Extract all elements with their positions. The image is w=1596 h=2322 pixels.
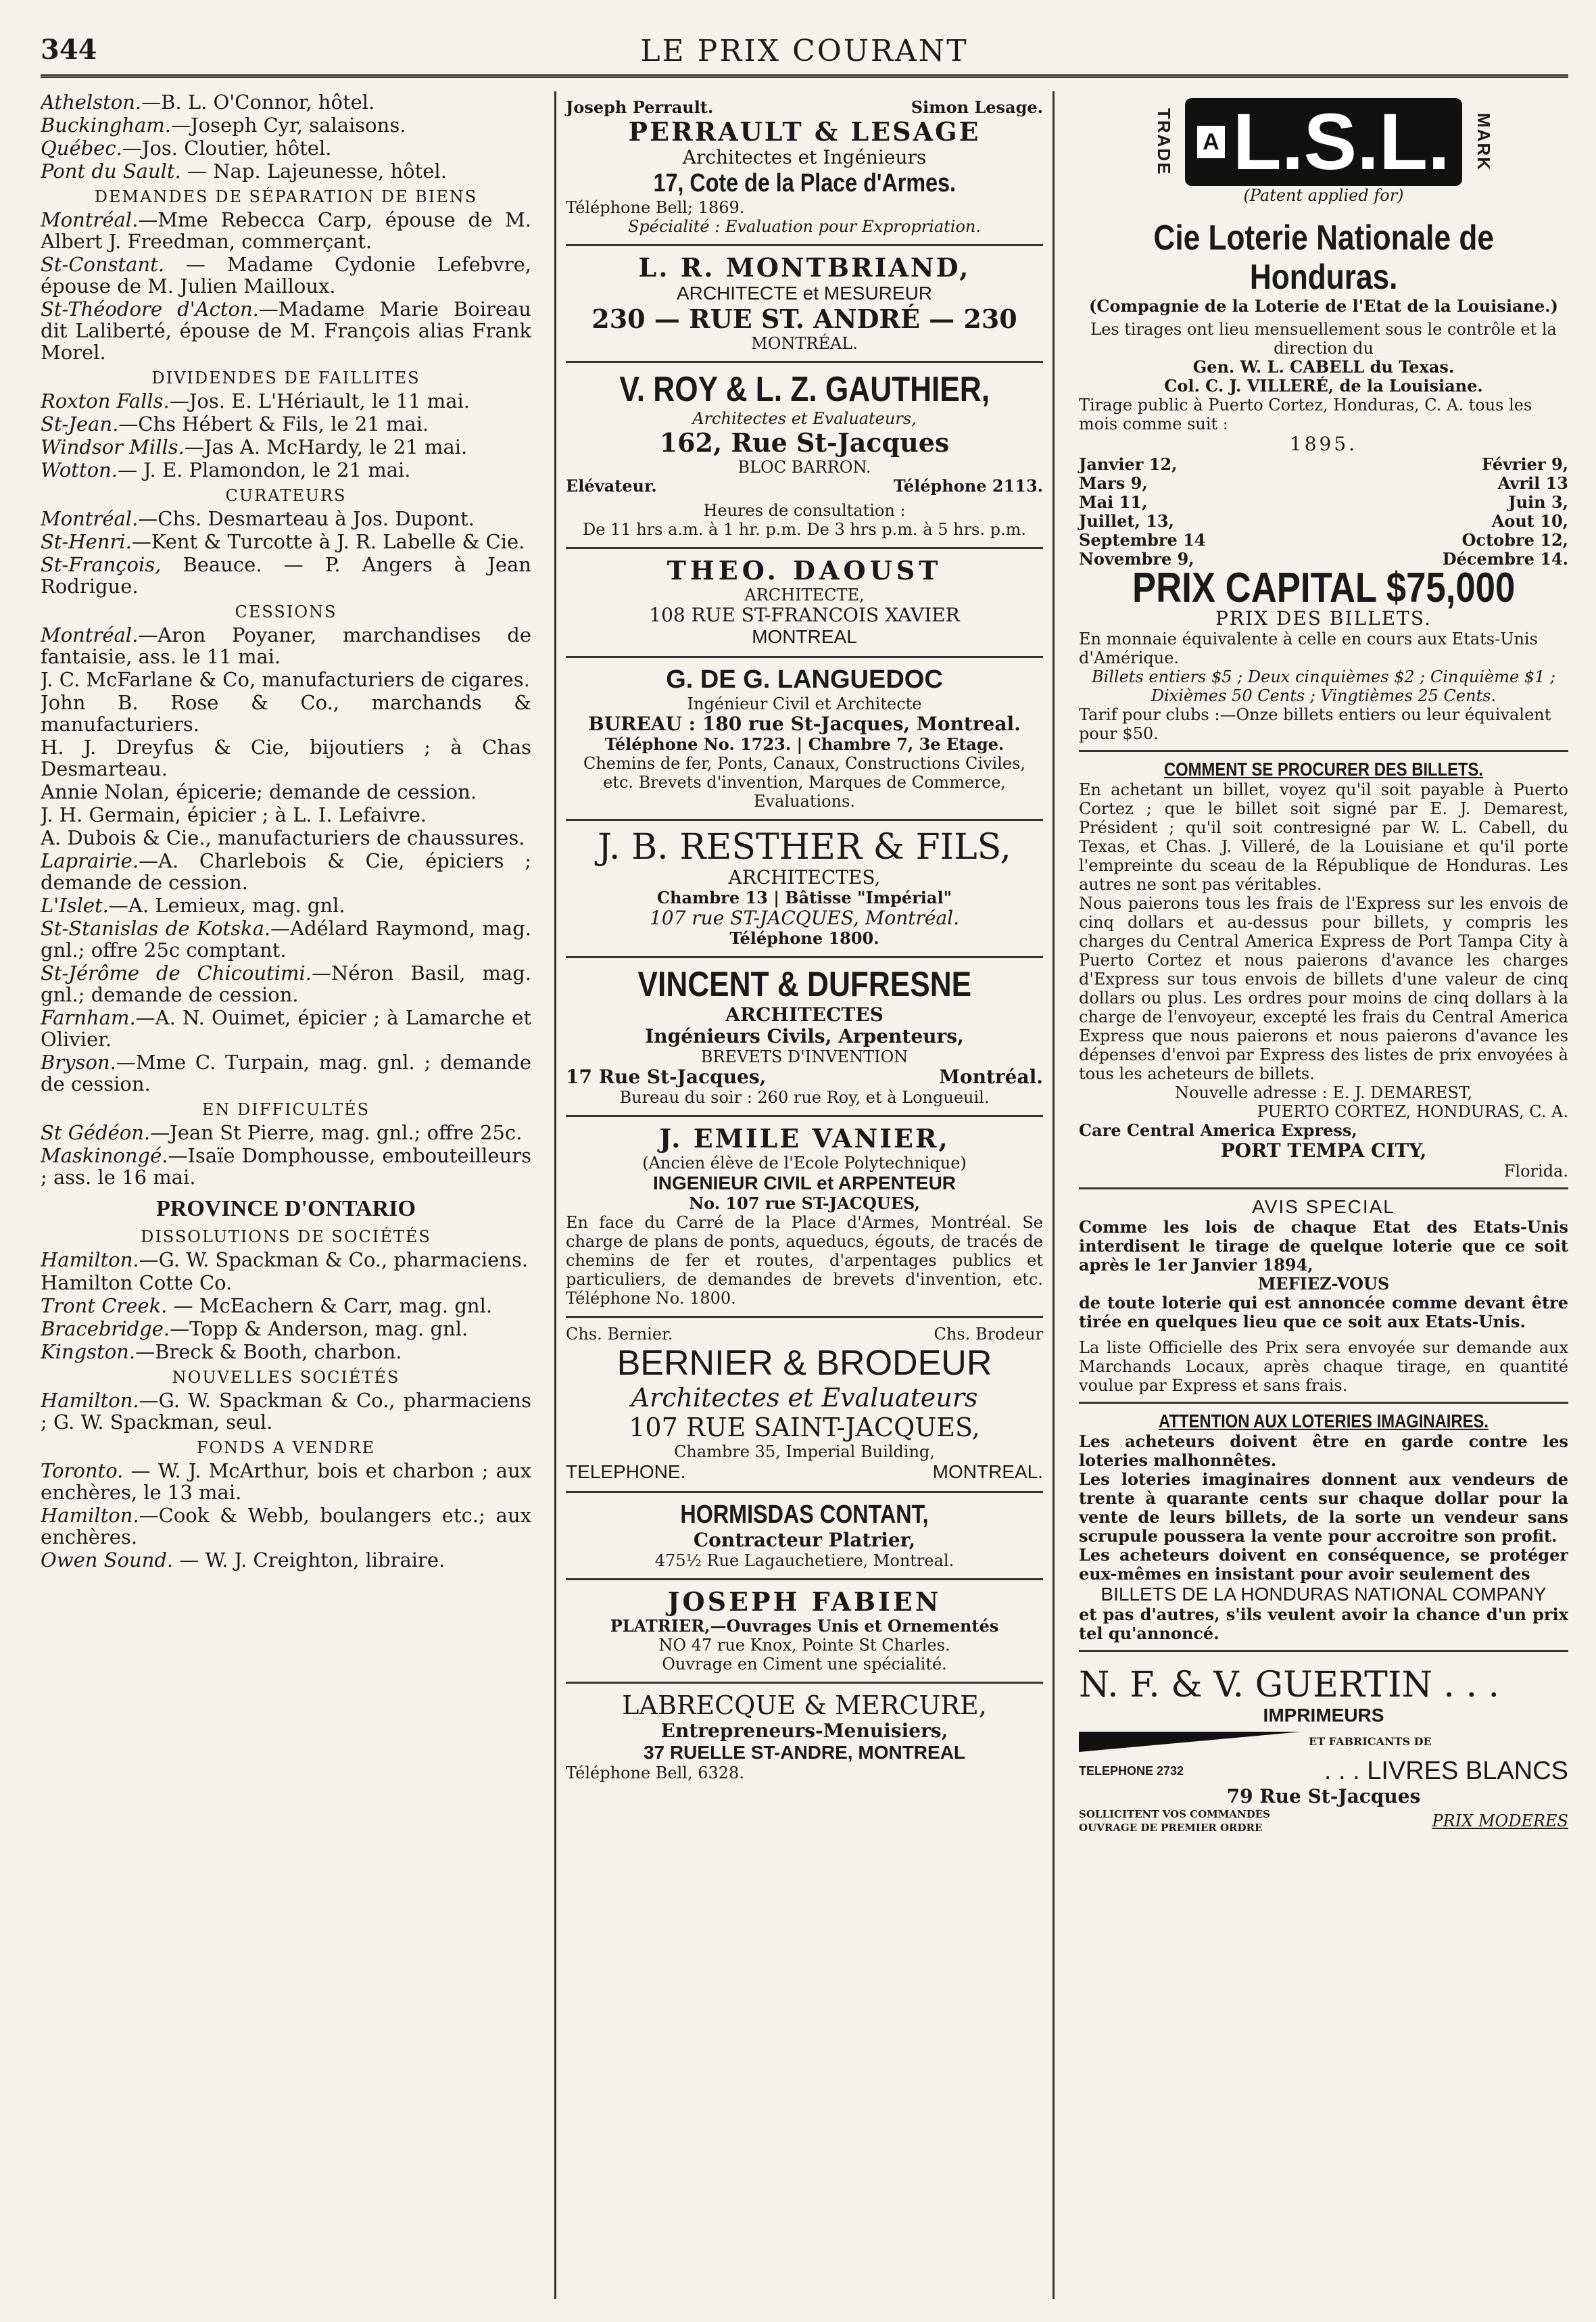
guertin-role: IMPRIMEURS: [1263, 1705, 1384, 1726]
notice-text: —Isaïe Domphousse, embouteilleurs ; ass. le 16 mai.: [41, 1144, 531, 1189]
lottery-general: Gen. W. L. CABELL du Texas.: [1192, 357, 1455, 377]
notice-place: Hamilton.: [41, 1248, 139, 1271]
ad-desc: En face du Carré de la Place d'Armes, Montréal. Se charge de plans de ponts, aqueducs, égouts, de tracés de chemins de fer et routes, d'arpentages publics et particuliers, de demandes de brevets d'invention, etc. Téléphone No. 1800.: [566, 1213, 1043, 1308]
notice-text: —A. Lemieux, mag. gnl.: [108, 894, 345, 917]
notice-place: St-Henri.: [41, 530, 132, 553]
notice-entry: [41, 254, 531, 297]
ad-phone: Téléphone 1800.: [729, 928, 879, 948]
notice-place: Montréal.: [41, 623, 139, 646]
ad-address: 230 — RUE ST. ANDRÉ — 230: [591, 304, 1017, 334]
ad-role: ARCHITECTES,: [728, 866, 881, 888]
attention-big: BILLETS DE LA HONDURAS NATIONAL COMPANY: [1101, 1584, 1547, 1605]
notice-text: John B. Rose & Co., marchands & manufacturiers.: [41, 691, 531, 736]
draw-date: Juillet, 13,: [1079, 511, 1174, 531]
notice-text: — Nap. Lajeunesse, hôtel.: [180, 160, 447, 183]
ad-firm: L. R. MONTBRIAND,: [638, 252, 971, 283]
notice-entry: [41, 1460, 531, 1503]
ad-phone: Téléphone Bell, 6328.: [566, 1763, 744, 1782]
ad-hours-heading: Heures de consultation :: [703, 501, 906, 520]
lottery-monnaie: En monnaie équivalente à celle en cours aux Etats-Unis d'Amérique.: [1079, 630, 1538, 667]
section-heading: DIVIDENDES DE FAILLITES: [151, 369, 420, 387]
column-architects-ads: [554, 91, 1055, 2299]
draw-date: Mars 9,: [1079, 473, 1148, 493]
section-heading: DEMANDES DE SÉPARATION DE BIENS: [94, 187, 478, 206]
attention-p3a: Les acheteurs doivent en conséquence, se protéger eux-mêmes en insistant pour avoir seulement des: [1079, 1545, 1568, 1584]
ad-phone: Téléphone Bell; 1869.: [566, 198, 745, 217]
section-heading: EN DIFFICULTÉS: [201, 1100, 370, 1119]
notice-place: Bracebridge.: [41, 1317, 170, 1340]
lottery-subtitle: (Compagnie de la Loterie de l'Etat de la Louisiane.): [1089, 296, 1558, 316]
ad-vanier: [566, 1117, 1043, 1318]
procurer-billets: [1079, 752, 1568, 1189]
procurer-p1: En achetant un billet, voyez qu'il soit payable à Puerto Cortez ; que le billet soit signé par E. J. Demarest, Président ; qu'il soit contresigné par W. L. Cabell, du Texas, et Chas. J. Villeré, de la Louisiane et qu'il porte l'empreinte du sceau de la République de Honduras. Les autres ne sont pas véritables.: [1079, 780, 1568, 894]
ad-role: PLATRIER,—Ouvrages Unis et Ornementés: [610, 1616, 999, 1636]
newspaper-page: [41, 27, 1568, 2299]
lsl-logo: [1185, 98, 1462, 186]
avis-p3: La liste Officielle des Prix sera envoyée sur demande aux Marchands Locaux, après chaque tirage, en quantité voulue par Express et sans frais.: [1079, 1338, 1568, 1395]
guertin-livres: . . . LIVRES BLANCS: [1324, 1757, 1568, 1785]
draw-date: Décembre 14.: [1442, 549, 1568, 569]
notice-text: —Néron Basil, mag. gnl.; demande de cession.: [41, 962, 531, 1006]
notice-entry: [41, 1341, 531, 1363]
notice-text: J. H. Germain, épicier ; à L. I. Lefaivre.: [41, 803, 427, 826]
notice-text: —Aron Poyaner, marchandises de fantaisie, ass. le 11 mai.: [41, 623, 531, 668]
procurer-title: COMMENT SE PROCURER DES BILLETS.: [1163, 759, 1484, 780]
notice-entry: [41, 298, 531, 363]
draw-date: Mai 11,: [1079, 492, 1148, 512]
notice-place: Wotton.: [41, 458, 118, 481]
lottery-year: 1895.: [1289, 433, 1358, 455]
notice-text: —B. L. O'Connor, hôtel.: [141, 91, 375, 114]
ad-name-right: Simon Lesage.: [911, 97, 1043, 117]
ad-vincent-dufresne: [566, 958, 1043, 1117]
ad-city: Montréal.: [938, 1066, 1043, 1088]
draw-date: Avril 13: [1497, 473, 1568, 493]
notice-place: St-Jean.: [41, 412, 119, 435]
trade-label: TRADE: [1154, 108, 1175, 176]
procurer-adresse: Nouvelle adresse : E. J. DEMAREST,: [1175, 1083, 1472, 1102]
notice-text: —Mme C. Turpain, mag. gnl. ; demande de cession.: [41, 1051, 531, 1095]
ad-address: 107 RUE SAINT-JACQUES,: [629, 1413, 980, 1442]
draw-date-row: [1079, 493, 1568, 512]
notice-entry: [41, 91, 531, 113]
notice-place: St-Stanislas de Kotska.: [41, 917, 271, 940]
ad-city: MONTREAL.: [932, 1461, 1043, 1482]
lottery-colonel: Col. C. J. VILLERÉ, de la Louisiane.: [1164, 376, 1483, 396]
lottery-tarif: Tarif pour clubs :—Onze billets entiers ou leur équivalent pour $50.: [1079, 705, 1551, 743]
ad-firm: V. ROY & L. Z. GAUTHIER,: [619, 370, 990, 409]
lottery-title: Cie Loterie Nationale de Honduras.: [1153, 218, 1494, 297]
notice-place: Farnham.: [41, 1006, 136, 1029]
notice-entry: [41, 1145, 531, 1188]
ad-desc: Chemins de fer, Ponts, Canaux, Constructions Civiles, etc. Brevets d'invention, Marques de Commerce, Evaluations.: [583, 754, 1026, 811]
notice-place: St Gédéon.: [41, 1121, 151, 1144]
notice-text: —G. W. Spackman & Co., pharmaciens ; G. W. Spackman, seul.: [41, 1389, 531, 1434]
section-heading: PROVINCE D'ONTARIO: [156, 1196, 416, 1221]
ad-address: 37 RUELLE ST-ANDRE, MONTREAL: [643, 1742, 966, 1763]
attention-p1: Les acheteurs doivent être en garde contre les loteries malhonnêtes.: [1079, 1431, 1568, 1470]
page-number: 344: [41, 34, 97, 66]
ad-role: Architectes et Evaluateurs,: [692, 409, 917, 428]
notice-place: St-Théodore d'Acton.: [41, 298, 259, 321]
draw-date-row: [1079, 512, 1568, 531]
avis-title: AVIS SPECIAL: [1252, 1196, 1395, 1217]
notice-text: —Chs Hébert & Fils, le 21 mai.: [118, 412, 429, 435]
notice-place: St-Constant.: [41, 253, 165, 276]
notice-place: Québec.: [41, 137, 122, 160]
notice-entry: [41, 669, 531, 690]
notice-place: Hamilton.: [41, 1389, 139, 1412]
notice-text: —Breck & Booth, charbon.: [135, 1340, 402, 1363]
ad-firm: HORMISDAS CONTANT,: [680, 1500, 929, 1529]
notice-text: —Madame Marie Boireau dit Laliberté, épouse de M. François alias Frank Morel.: [41, 298, 531, 364]
lsl-logo-text: L.S.L.: [1232, 97, 1450, 187]
notice-text: A. Dubois & Cie., manufacturiers de chaussures.: [41, 826, 525, 849]
section-heading: CURATEURS: [225, 486, 347, 505]
avis-p1: Comme les lois de chaque Etat des Etats-Unis interdisent le tirage de quelque loterie que ce soit après le 1er Janvier 1894,: [1079, 1217, 1568, 1275]
ad-role: Contracteur Platrier,: [693, 1529, 916, 1551]
guertin-sollicitent: SOLLICITENT VOS COMMANDES: [1079, 1808, 1270, 1820]
draw-date: Aout 10,: [1491, 511, 1568, 531]
avis-special: [1079, 1189, 1568, 1404]
notice-entry: [41, 209, 531, 252]
guertin-print-row: [1079, 1732, 1568, 1752]
ad-chambre: Chambre 13 | Bâtisse "Impérial": [656, 888, 952, 907]
notice-text: —Cook & Webb, boulangers etc.; aux enchères.: [41, 1504, 531, 1548]
lottery-announcement: [1079, 212, 1568, 752]
notice-entry: [41, 1051, 531, 1095]
lsl-logo-a: A: [1197, 126, 1225, 158]
notice-entry: [41, 624, 531, 667]
ad-role: Ingénieur Civil et Architecte: [687, 694, 922, 713]
notice-entry: [41, 1549, 531, 1571]
notice-entry: [41, 1295, 531, 1317]
notice-entry: [41, 160, 531, 182]
notice-text: —Kent & Turcotte à J. R. Labelle & Cie.: [131, 530, 525, 553]
notice-entry: [41, 1504, 531, 1548]
ad-specialty: Spécialité : Evaluation pour Expropriation.: [627, 217, 982, 236]
ad-guertin: [1079, 1652, 1568, 1841]
ad-address: 108 RUE ST-FRANCOIS XAVIER: [649, 604, 960, 626]
notice-place: St-Jérôme de Chicoutimi.: [41, 962, 312, 985]
guertin-tel: TELEPHONE 2732: [1079, 1764, 1184, 1778]
procurer-care: Care Central America Express,: [1079, 1120, 1357, 1140]
ad-elevator: Elévateur.: [566, 476, 657, 496]
notice-place: Kingston.: [41, 1340, 136, 1363]
notice-text: —Jos. Cloutier, hôtel.: [122, 137, 332, 160]
procurer-florida: Florida.: [1503, 1162, 1568, 1181]
guertin-footer-row: [1079, 1807, 1568, 1834]
notice-text: — J. E. Plamondon, le 21 mai.: [117, 458, 411, 481]
ad-daoust: [566, 549, 1043, 658]
ad-phone: Téléphone 2113.: [893, 476, 1043, 496]
notice-entry: [41, 1390, 531, 1433]
ad-address: 17 Rue St-Jacques,: [566, 1066, 767, 1088]
wedge-graphic: [1079, 1732, 1302, 1752]
notice-text: Beauce. — P. Angers à Jean Rodrigue.: [41, 553, 531, 598]
ad-brevets: BREVETS D'INVENTION: [700, 1047, 909, 1066]
ad-address: 162, Rue St-Jacques: [659, 427, 950, 458]
ad-city: MONTREAL: [752, 626, 857, 647]
notice-entry: [41, 1122, 531, 1143]
notice-entry: [41, 137, 531, 159]
notice-text: —G. W. Spackman & Co., pharmaciens.: [139, 1248, 529, 1271]
draw-date-row: [1079, 531, 1568, 550]
attention-title: ATTENTION AUX LOTERIES IMAGINAIRES.: [1159, 1411, 1489, 1431]
section-heading: DISSOLUTIONS DE SOCIÉTÉS: [141, 1227, 431, 1246]
lsl-trademark: [1079, 91, 1568, 212]
draw-date: Septembre 14: [1079, 530, 1206, 550]
ad-role: Architectes et Ingénieurs: [682, 146, 927, 168]
ad-address: NO 47 rue Knox, Pointe St Charles.: [658, 1636, 950, 1655]
ad-role: ARCHITECTE,: [744, 586, 865, 605]
ad-languedoc: [566, 658, 1043, 821]
ad-phone-label: TELEPHONE.: [566, 1461, 686, 1482]
mark-label: MARK: [1473, 113, 1494, 171]
notice-place: Pont du Sault.: [41, 160, 181, 183]
notice-entry: [41, 850, 531, 893]
notice-text: — W. J. Creighton, libraire.: [173, 1548, 445, 1571]
ad-address: 107 rue ST-JACQUES, Montréal.: [649, 907, 960, 929]
notice-place: Tront Creek.: [41, 1294, 168, 1317]
notice-entry: [41, 1318, 531, 1340]
ad-chambre: Chambre 35, Imperial Building,: [674, 1442, 935, 1461]
ad-role: ARCHITECTE et MESUREUR: [676, 283, 933, 304]
ad-phone: Téléphone No. 1723. | Chambre 7, 3e Etage.: [604, 734, 1005, 754]
draw-date: Novembre 9,: [1079, 549, 1194, 569]
lottery-prix-heading: PRIX DES BILLETS.: [1215, 607, 1432, 630]
draw-date: Février 9,: [1481, 454, 1568, 474]
ad-hours: De 11 hrs a.m. à 1 hr. p.m. De 3 hrs p.m. à 5 hrs. p.m.: [582, 520, 1027, 539]
notice-place: Athelston.: [41, 91, 142, 114]
lottery-capital: PRIX CAPITAL $75,000: [1132, 565, 1516, 611]
notice-place: Maskinongé.: [41, 1144, 168, 1167]
notice-entry: [41, 692, 531, 735]
notice-text: —Adélard Raymond, mag. gnl.; offre 25c comptant.: [41, 917, 531, 962]
notice-entry: [41, 781, 531, 803]
ad-address: No. 107 rue ST-JACQUES,: [689, 1193, 920, 1213]
ad-resther: [566, 821, 1043, 958]
ad-address: 17, Cote de la Place d'Armes.: [653, 169, 956, 197]
lottery-tirages: Les tirages ont lieu mensuellement sous le contrôle et la direction du: [1090, 320, 1557, 358]
attention-p2: Les loteries imaginaires donnent aux vendeurs de trente à quarante cents sur chaque dollar pour la vente de leurs billets, de la sorte un vendeur sans scrupule poussera la vente pour accroitre son profit.: [1079, 1469, 1568, 1546]
procurer-port: PORT TEMPA CITY,: [1220, 1139, 1427, 1162]
ad-evening-office: Bureau du soir : 260 rue Roy, et à Longueuil.: [619, 1088, 990, 1107]
notice-text: Annie Nolan, épicerie; demande de cession.: [41, 780, 477, 803]
ad-bernier-brodeur: [566, 1318, 1043, 1493]
guertin-ouvrage: OUVRAGE DE PREMIER ORDRE: [1079, 1822, 1263, 1834]
ad-name-left: Joseph Perrault.: [566, 97, 714, 117]
section-heading: FONDS A VENDRE: [196, 1438, 376, 1457]
notice-text: J. C. McFarlane & Co, manufacturiers de cigares.: [41, 668, 530, 691]
guertin-tel-row: [1079, 1756, 1568, 1786]
page-title: LE PRIX COURANT: [640, 34, 969, 68]
notice-place: Montréal.: [41, 507, 139, 530]
attention-p3b: et pas d'autres, s'ils veulent avoir la chance d'un prix tel qu'annoncé.: [1079, 1605, 1568, 1643]
patent-note: (Patent applied for): [1243, 186, 1404, 205]
notice-text: —Mme Rebecca Carp, épouse de M. Albert J. Freedman, commerçant.: [41, 208, 531, 253]
notice-place: Windsor Mills.: [41, 435, 185, 458]
ad-labrecque-mercure: [566, 1684, 1043, 1791]
draw-date: Juin 3,: [1508, 492, 1568, 512]
ad-address: 475½ Rue Lagauchetiere, Montreal.: [654, 1551, 954, 1570]
ad-note: Ouvrage en Ciment une spécialité.: [662, 1655, 947, 1674]
guertin-name: N. F. & V. GUERTIN . . .: [1079, 1665, 1500, 1705]
notice-entry: [41, 114, 531, 136]
ad-firm: J. B. RESTHER & FILS,: [598, 827, 1011, 868]
notice-text: — W. J. McArthur, bois et charbon ; aux enchères, le 13 mai.: [41, 1459, 531, 1504]
ad-roy-gauthier: [566, 363, 1043, 549]
column-lottery-ads: [1068, 91, 1568, 2299]
notice-entry: [41, 508, 531, 529]
notice-place: Toronto.: [41, 1459, 124, 1482]
lottery-dates: [1079, 455, 1568, 569]
notice-entry: [41, 390, 531, 412]
notice-place: Hamilton.: [41, 1504, 139, 1527]
ad-bloc: BLOC BARRON.: [737, 458, 871, 477]
ad-role-2: Ingénieurs Civils, Arpenteurs,: [645, 1025, 964, 1047]
column-legal-notices: [41, 91, 541, 2299]
ad-role: INGENIEUR CIVIL et ARPENTEUR: [652, 1172, 957, 1193]
guertin-address: 79 Rue St-Jacques: [1226, 1785, 1421, 1807]
notice-text: —Chs. Desmarteau à Jos. Dupont.: [138, 507, 475, 530]
notice-text: — McEachern & Carr, mag. gnl.: [167, 1294, 493, 1317]
draw-date-row: [1079, 455, 1568, 474]
notice-entry: [41, 436, 531, 458]
guertin-fab: ET FABRICANTS DE: [1309, 1735, 1432, 1748]
notice-place: Bryson.: [41, 1051, 116, 1074]
notice-text: Hamilton Cotte Co.: [41, 1271, 233, 1294]
ad-role: Entrepreneurs-Menuisiers,: [660, 1720, 948, 1742]
guertin-prix: PRIX MODERES: [1432, 1811, 1568, 1830]
notice-text: —A. Charlebois & Cie, épiciers ; demande de cession.: [41, 849, 531, 894]
notice-text: H. J. Dreyfus & Cie, bijoutiers ; à Chas Desmarteau.: [41, 736, 531, 780]
notice-entry: [41, 895, 531, 916]
notice-text: —Topp & Anderson, mag. gnl.: [170, 1317, 468, 1340]
ad-bureau: BUREAU : 180 rue St-Jacques, Montreal.: [588, 713, 1021, 735]
notice-entry: [41, 459, 531, 481]
avis-p2: de toute loterie qui est annoncée comme devant être tirée en quelques lieu que ce soit aux Etats-Unis.: [1079, 1293, 1568, 1331]
notice-place: Buckingham.: [41, 114, 172, 137]
notice-entry: [41, 1249, 531, 1271]
notice-place: Owen Sound.: [41, 1548, 174, 1571]
ad-firm: VINCENT & DUFRESNE: [637, 965, 971, 1004]
ad-firm: G. DE G. LANGUEDOC: [666, 665, 943, 694]
notice-entry: [41, 531, 531, 552]
ad-firm: LABRECQUE & MERCURE,: [622, 1690, 987, 1720]
notice-text: —Jos. E. L'Hériault, le 11 mai.: [169, 389, 470, 412]
notice-place: L'Islet.: [41, 894, 109, 917]
notice-place: Laprairie.: [41, 849, 139, 872]
ad-perrault-lesage: [566, 91, 1043, 246]
draw-date-row: [1079, 474, 1568, 493]
notice-entry: [41, 1007, 531, 1050]
notice-entry: [41, 413, 531, 435]
notice-entry: [41, 827, 531, 849]
notice-place: Montréal.: [41, 208, 139, 231]
ad-firm: JOSEPH FABIEN: [667, 1586, 942, 1617]
notice-text: —Jas A. McHardy, le 21 mai.: [184, 435, 468, 458]
ad-montbriand: [566, 246, 1043, 363]
notice-entry: [41, 1272, 531, 1294]
notice-text: —Joseph Cyr, salaisons.: [171, 114, 406, 137]
page-header: [41, 27, 1568, 78]
notice-entry: [41, 962, 531, 1005]
lottery-public: Tirage public à Puerto Cortez, Honduras, C. A. tous les mois comme suit :: [1079, 396, 1532, 433]
notice-text: —A. N. Ouimet, épicier ; à Lamarche et Olivier.: [41, 1006, 531, 1051]
ad-name-right: Chs. Brodeur: [934, 1325, 1043, 1344]
notice-entry: [41, 554, 531, 597]
section-heading: NOUVELLES SOCIÉTÉS: [172, 1368, 400, 1387]
ad-role: Architectes et Evaluateurs: [631, 1383, 978, 1413]
ad-role: ARCHITECTES: [725, 1003, 884, 1026]
procurer-puerto: PUERTO CORTEZ, HONDURAS, C. A.: [1257, 1102, 1568, 1121]
lottery-billets: Billets entiers $5 ; Deux cinquièmes $2 ; Cinquième $1 ; Dixièmes 50 Cents ; Vingtièmes 25 Cents.: [1091, 667, 1556, 705]
notice-entry: [41, 918, 531, 961]
notice-text: —Jean St Pierre, mag. gnl.; offre 25c.: [150, 1121, 523, 1144]
ad-firm: PERRAULT & LESAGE: [628, 116, 981, 147]
procurer-p2: Nous paierons tous les frais de l'Express sur les envois de cinq dollars et au-dessus pour billets, y compris les charges du Central America Express de Port Tampa City à Puerto Cortez et nous paierons d'avance les charges d'Express sur tous envois de billets d'une valeur de cinq dollars ou plus. Les ordres pour moins de cinq dollars à la charge de l'envoyeur, excepté les frais du Central America Express que nous paierons et nous paierons d'avance les dépenses d'envoi par Express des listes de prix envoyées à tous les acheteurs de billets.: [1079, 894, 1568, 1083]
notice-entry: [41, 804, 531, 826]
avis-mefiez: MEFIEZ-VOUS: [1257, 1274, 1390, 1294]
draw-date: Janvier 12,: [1079, 454, 1178, 474]
ad-firm: THEO. DAOUST: [667, 555, 942, 586]
ad-firm: BERNIER & BRODEUR: [616, 1344, 992, 1383]
columns: [41, 91, 1568, 2299]
ad-school: (Ancien élève de l'Ecole Polytechnique): [642, 1154, 967, 1172]
ad-city: MONTRÉAL.: [751, 334, 858, 353]
ad-firm: J. EMILE VANIER,: [659, 1123, 950, 1154]
attention-loteries: [1079, 1404, 1568, 1652]
ad-fabien: [566, 1580, 1043, 1684]
ad-name-left: Chs. Bernier.: [566, 1325, 673, 1344]
section-heading: CESSIONS: [235, 602, 337, 621]
draw-date: Octobre 12,: [1461, 530, 1568, 550]
ad-contant: [566, 1493, 1043, 1580]
lsl-logo-row: [1079, 98, 1568, 186]
notice-place: St-François,: [41, 553, 162, 576]
notice-place: Roxton Falls.: [41, 389, 170, 412]
notice-text: — Madame Cydonie Lefebvre, épouse de M. Julien Mailloux.: [41, 253, 531, 298]
notice-entry: [41, 736, 531, 780]
